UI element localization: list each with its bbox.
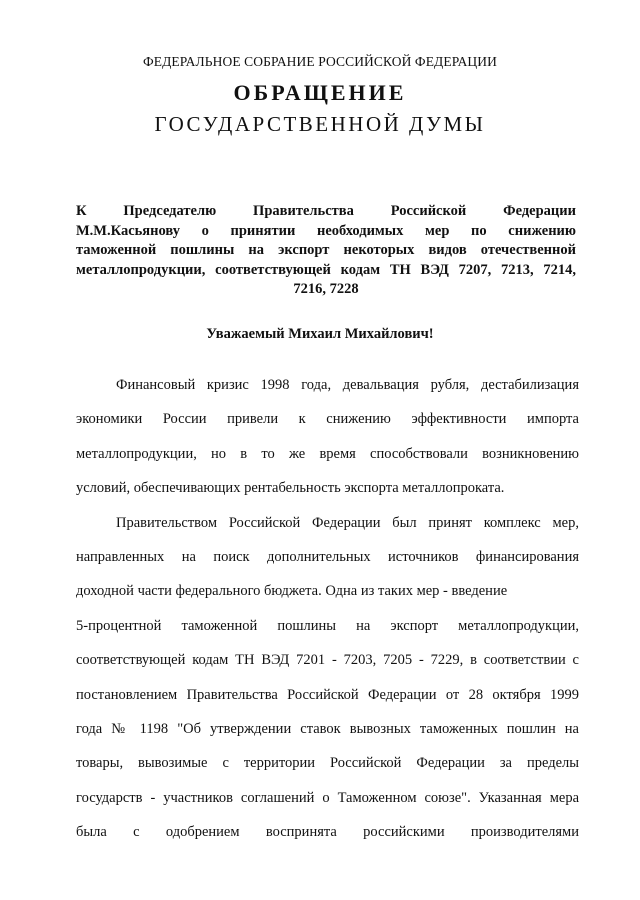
salutation: Уважаемый Михаил Михайлович! — [206, 326, 434, 342]
paragraph-line: соответствующей кодам ТН ВЭД 7201 - 7203, 7205 - 7229, в соответствии с — [76, 652, 579, 669]
paragraph-line: условий, обеспечивающих рентабельность экспорта металлопроката. — [76, 480, 505, 497]
paragraph-line: была с одобрением воспринята российскими производителями — [76, 824, 579, 841]
paragraph-line: Правительством Российской Федерации был принят комплекс мер, — [116, 514, 579, 531]
subject-line: таможенной пошлины на экспорт некоторых видов отечественной — [76, 242, 576, 258]
paragraph-line: Финансовый кризис 1998 года, девальвация рубля, дестабилизация — [116, 377, 579, 393]
body-text — [76, 374, 579, 855]
document-type-title: ОБРАЩЕНИЕ — [233, 80, 407, 105]
subject-line: 7216, 7228 — [293, 281, 359, 297]
paragraph-line: доходной части федерального бюджета. Одна из таких мер - введение — [76, 583, 508, 600]
document-author-title: ГОСУДАРСТВЕННОЙ ДУМЫ — [154, 112, 486, 136]
organization-heading: ФЕДЕРАЛЬНОЕ СОБРАНИЕ РОССИЙСКОЙ ФЕДЕРАЦИИ — [143, 54, 497, 69]
paragraph-line: постановлением Правительства Российской Федерации от 28 октября 1999 — [76, 686, 579, 703]
document-subject — [76, 202, 576, 300]
paragraph-line: экономики России привели к снижению эффективности импорта — [76, 411, 579, 428]
subject-line: М.М.Касьянову о принятии необходимых мер по снижению — [76, 222, 576, 239]
paragraph-line: государств - участников соглашений о Таможенном союзе". Указанная мера — [76, 789, 579, 806]
paragraph-line: направленных на поиск дополнительных источников финансирования — [76, 548, 579, 565]
paragraph-line: года № 1198 "Об утверждении ставок вывозных таможенных пошлин на — [76, 720, 579, 737]
paragraph-line: 5-процентной таможенной пошлины на экспорт металлопродукции, — [76, 617, 579, 634]
paragraph-line: металлопродукции, но в то же время способствовали возникновению — [76, 445, 579, 462]
paragraph-line: товары, вывозимые с территории Российской Федерации за пределы — [76, 755, 579, 772]
subject-line: металлопродукции, соответствующей кодам ТН ВЭД 7207, 7213, 7214, — [76, 261, 576, 278]
subject-line: К Председателю Правительства Российской Федерации — [76, 203, 576, 219]
